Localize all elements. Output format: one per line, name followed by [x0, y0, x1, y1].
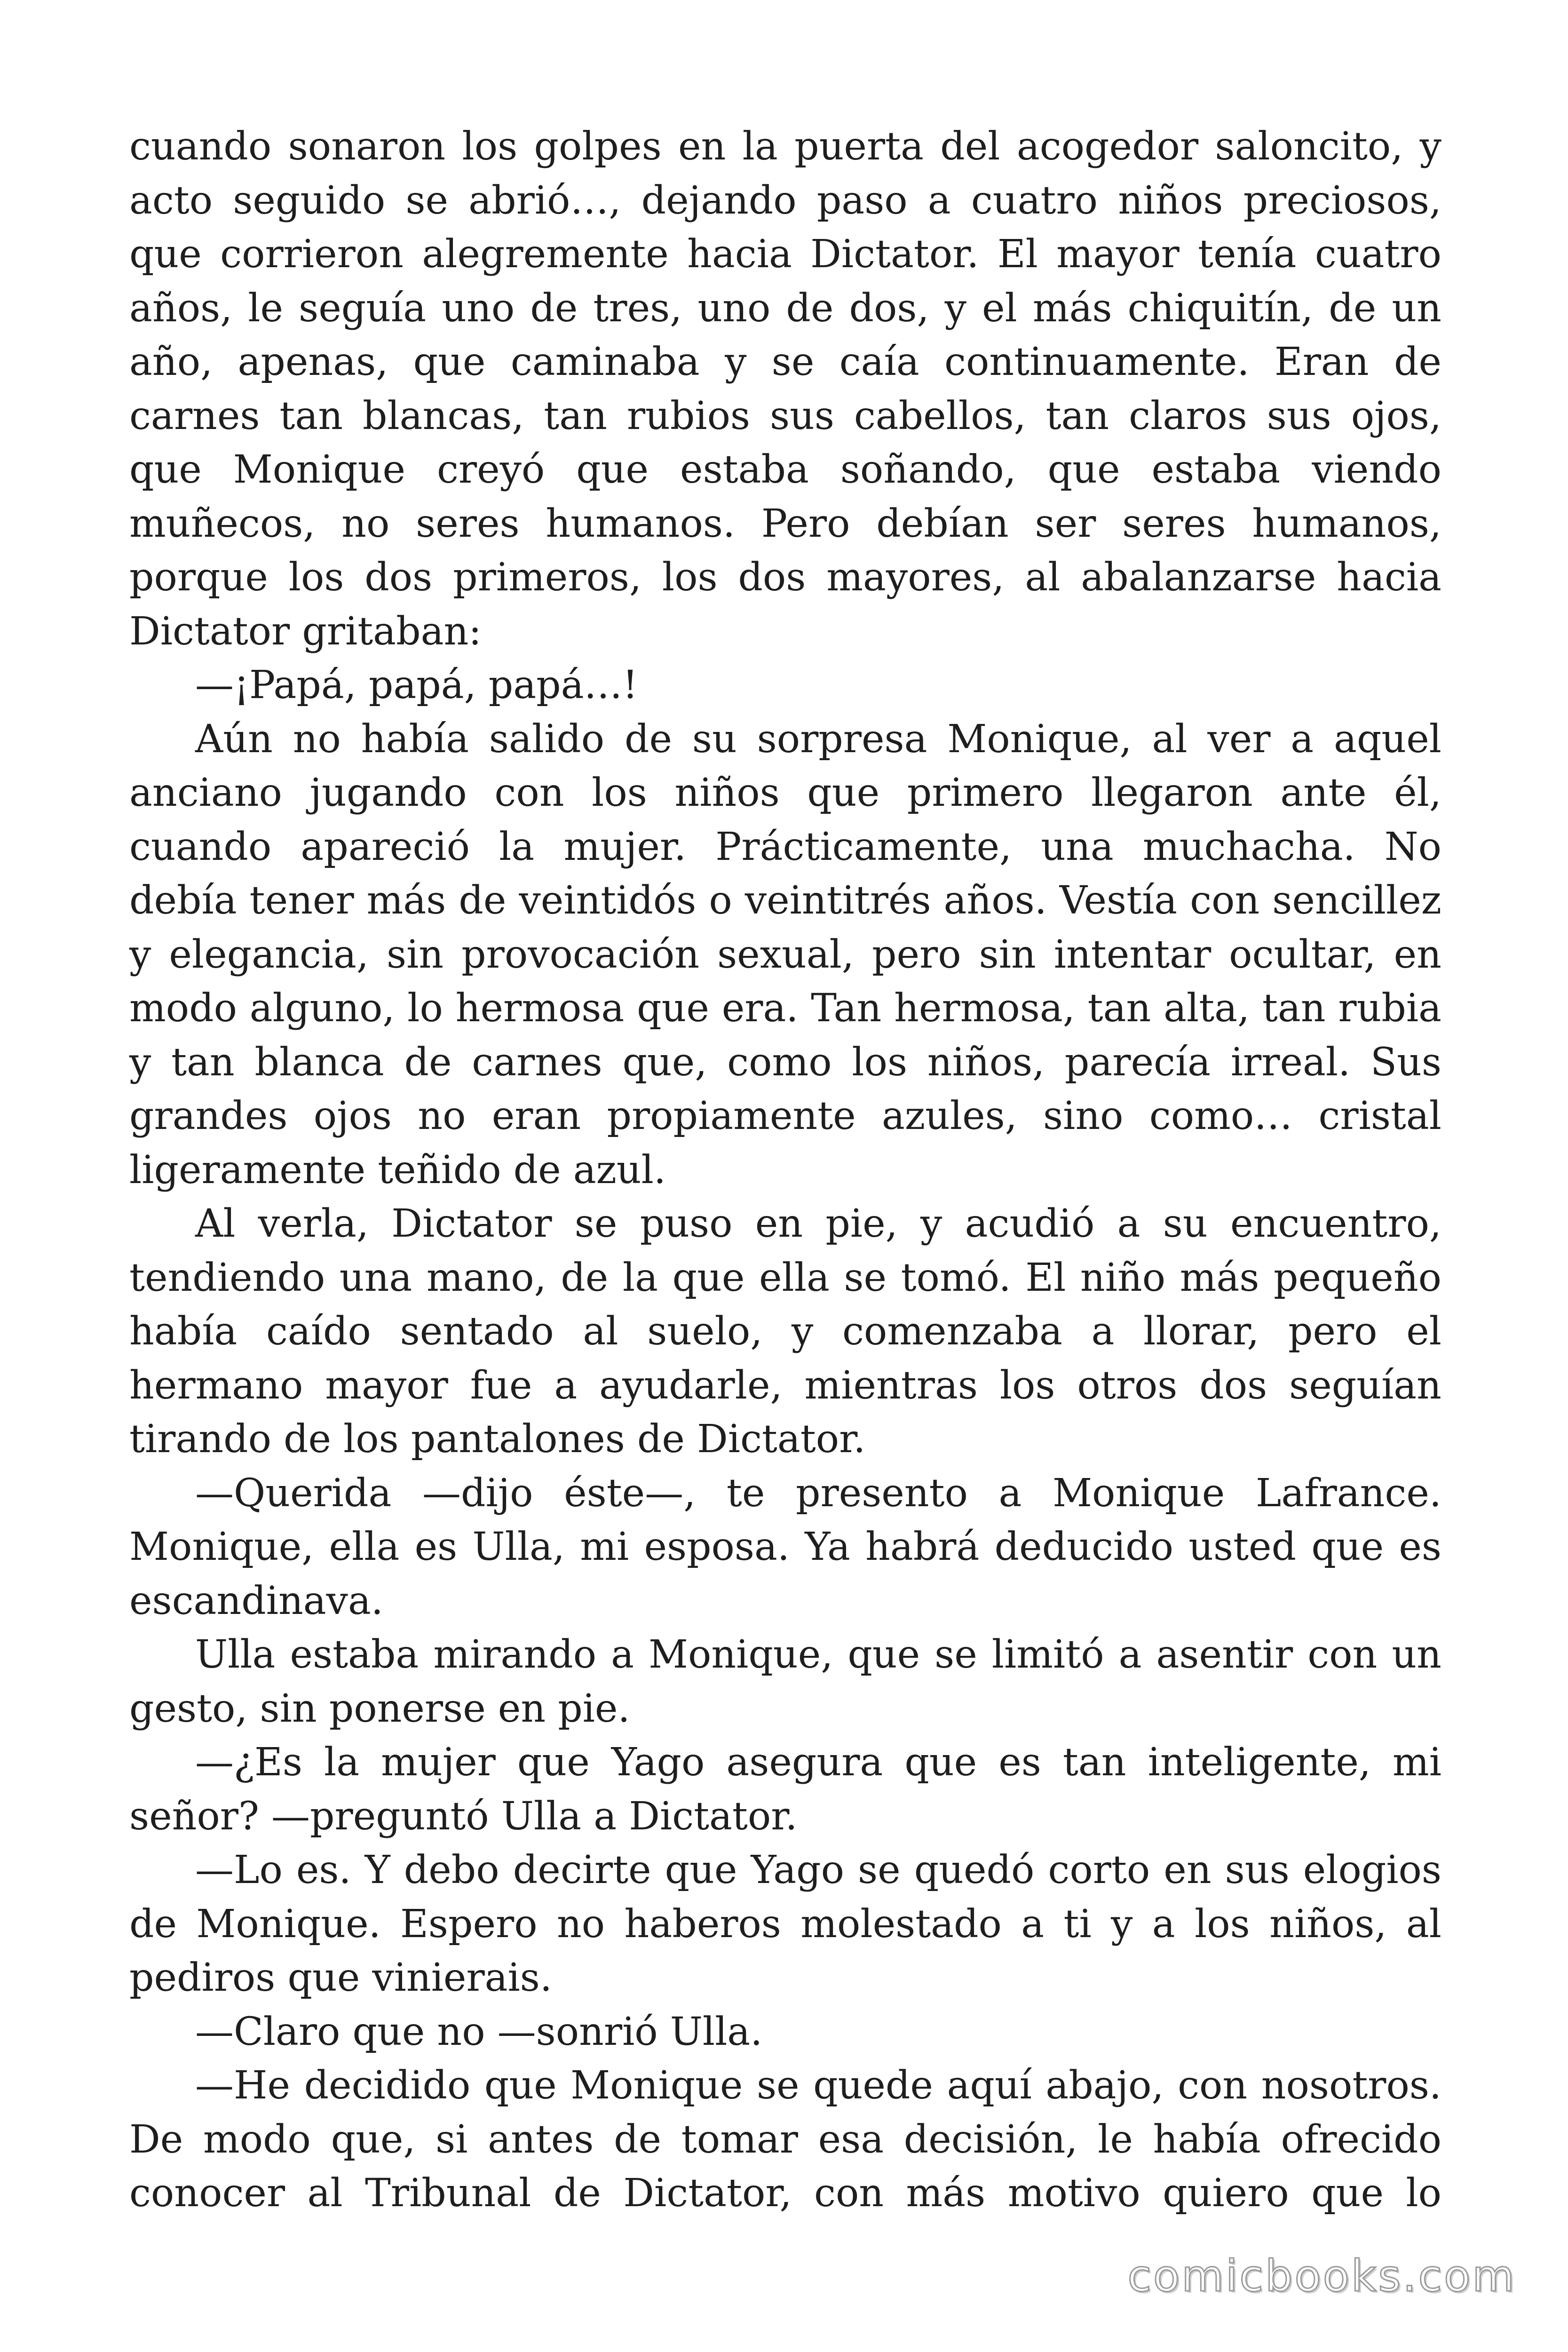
paragraph: Al verla, Dictator se puso en pie, y acudió a su encuentro, tendiendo una mano, de la que ella se tomó. El niño más pequeño había caído sentado al suelo, y comenzaba a llorar, pero el hermano mayor fue a ayudarle, mientras los otros dos seguían tirando de los pantalones de Dictator.: [129, 1201, 1441, 1462]
paragraph: —Lo es. Y debo decirte que Yago se quedó corto en sus elogios de Monique. Espero no haberos molestado a ti y a los niños, al pediros que vinierais.: [129, 1848, 1441, 2000]
paragraph: —He decidido que Monique se quede aquí abajo, con nosotros. De modo que, si antes de tomar esa decisión, le había ofrecido conocer al Tribunal de Dictator, con más motivo quiero que lo: [129, 2063, 1441, 2216]
paragraph: —¡Papá, papá, papá…!: [195, 663, 638, 707]
page-text: [129, 120, 1441, 2221]
paragraph: —Querida —dijo éste—, te presento a Monique Lafrance. Monique, ella es Ulla, mi esposa. Ya habrá deducido usted que es escandinava.: [129, 1470, 1441, 1623]
paragraph: Aún no había salido de su sorpresa Monique, al ver a aquel anciano jugando con los niños que primero llegaron ante él, cuando apareció la mujer. Prácticamente, una muchacha. No debía tener más de veintidós o veintitrés años. Vestía con sencillez y elegancia, sin provocación sexual, pero sin intentar ocultar, en modo alguno, lo hermosa que era. Tan hermosa, tan alta, tan rubia y tan blanca de carnes que, como los niños, parecía irreal. Sus grandes ojos no eran propiamente azules, sino como… cristal ligeramente teñido de azul.: [129, 716, 1441, 1192]
paragraph: —Claro que no —sonrió Ulla.: [195, 2009, 763, 2054]
paragraph: —¿Es la mujer que Yago asegura que es tan inteligente, mi señor? —preguntó Ulla a Dictator.: [129, 1740, 1441, 1839]
paragraph: Ulla estaba mirando a Monique, que se limitó a asentir con un gesto, sin ponerse en pie.: [129, 1632, 1441, 1731]
paragraph: cuando sonaron los golpes en la puerta del acogedor saloncito, y acto seguido se abrió…, dejando paso a cuatro niños preciosos, que corrieron alegremente hacia Dictator. El mayor tenía cuatro años, le seguía uno de tres, uno de dos, y el más chiquitín, de un año, apenas, que caminaba y se caía continuamente. Eran de carnes tan blancas, tan rubios sus cabellos, tan claros sus ojos, que Monique creyó que estaba soñando, que estaba viendo muñecos, no seres humanos. Pero debían ser seres humanos, porque los dos primeros, los dos mayores, al abalanzarse hacia Dictator gritaban:: [129, 124, 1441, 654]
watermark: comicbooks.com: [1127, 2251, 1516, 2301]
